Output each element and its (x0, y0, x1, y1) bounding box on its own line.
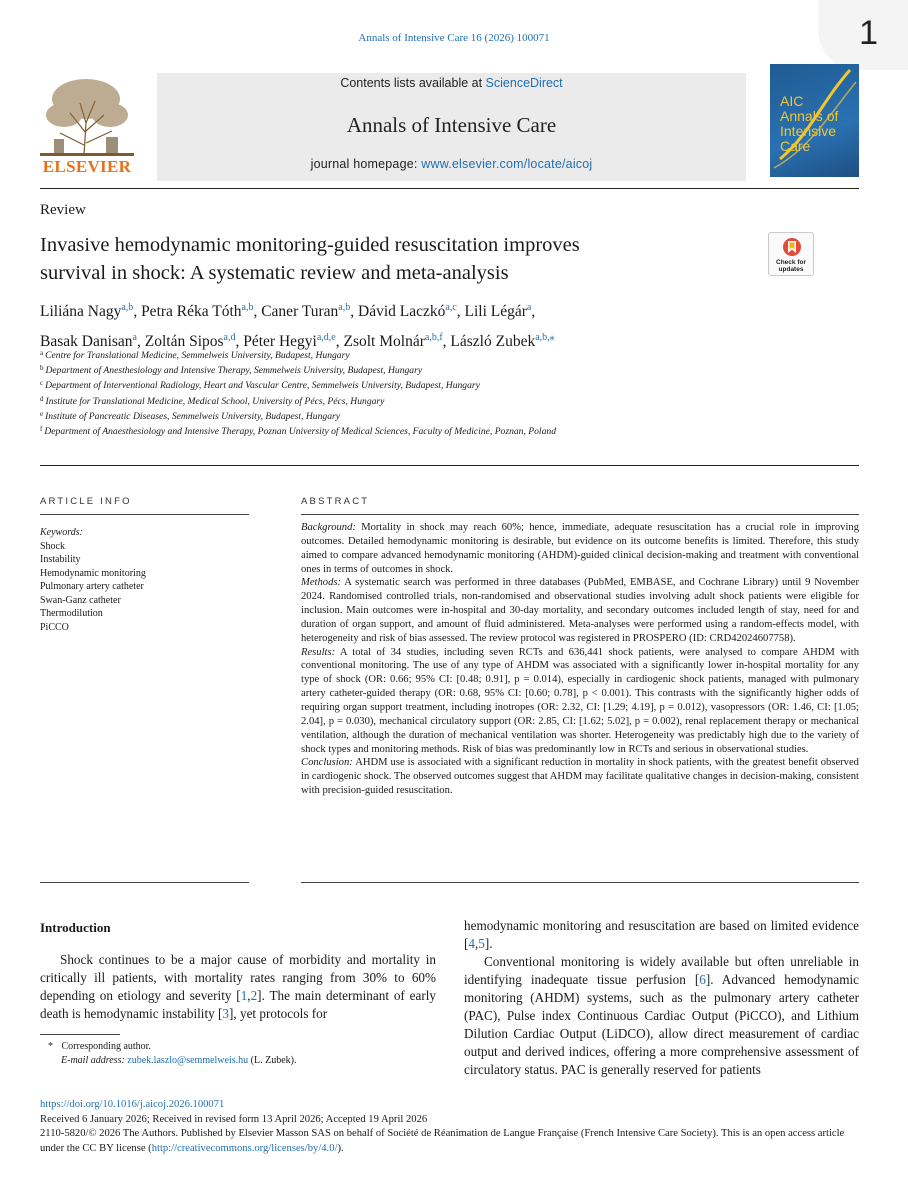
received-dates: Received 6 January 2026; Received in revised form 13 April 2026; Accepted 19 April 2026 (40, 1113, 428, 1125)
author-name: Liliána Nagy (40, 303, 122, 320)
journal-reference-link[interactable]: Annals of Intensive Care 16 (2026) 100071 (358, 32, 550, 44)
intro-right-column (464, 917, 859, 1079)
abstract-section-label: Conclusion: (301, 757, 353, 769)
affiliation-sup: b (40, 364, 44, 373)
affiliation (40, 362, 840, 377)
abstract-bottom-rule (301, 882, 859, 883)
email-label: E-mail address: (61, 1055, 125, 1066)
bookmark-icon (782, 237, 802, 258)
title-line: Invasive hemodynamic monitoring-guided resuscitation improves (40, 234, 580, 256)
affiliation-text: Institute for Translational Medicine, Medical School, University of Pécs, Pécs, Hungary (45, 395, 385, 407)
citation-link[interactable]: 6 (699, 972, 706, 987)
elsevier-wordmark: ELSEVIER (42, 157, 132, 176)
author-affiliation-sup[interactable]: a,b,f (424, 332, 443, 343)
doi-link[interactable]: https://doi.org/10.1016/j.aicoj.2026.100071 (40, 1099, 225, 1110)
keyword: PiCCO (40, 621, 69, 633)
check-for-updates-button[interactable] (768, 232, 814, 276)
abstract-heading: ABSTRACT (301, 496, 370, 507)
page-number: 1 (859, 14, 878, 52)
article-info-heading: ARTICLE INFO (40, 496, 132, 507)
affiliation-text: Department of Interventional Radiology, Heart and Vascular Centre, Semmelweis University, Budapest, Hungary (45, 380, 480, 392)
intro-paragraph: Conventional monitoring is widely available but often unreliable in identifying inadequate tissue perfusion [6]. Advanced hemodynamic monitoring (AHDM) systems, such as the pulmonary artery catheter (PAC), Pulse index Continuous Cardiac Output (PiCCO), and Lithium Dilution Cardiac Output (LiDCO), allow direct measurement of cardiac output and derived indices, offering a more comprehensive assessment of circulatory status. PAC is generally reserved for patients (464, 954, 859, 1077)
author-affiliation-sup[interactable]: a,b (338, 302, 351, 313)
author-name: Dávid Laczkó (358, 303, 446, 320)
abstract-section-label: Results: (301, 646, 336, 658)
cover-line: Care (780, 138, 811, 154)
author-name: Basak Danisan (40, 333, 133, 350)
intro-paragraph: hemodynamic monitoring and resuscitation are based on limited evidence [4,5]. (464, 918, 859, 951)
author-affiliation-sup[interactable]: a,d (223, 332, 236, 343)
author-affiliation-sup[interactable]: a,d,e (316, 332, 336, 343)
intro-left-column (40, 951, 436, 1023)
copyright-notice: 2110-5820/© 2026 The Authors. Published by Elsevier Masson SAS on behalf of Société de Réanimation de Langue Française (French Intensive Care Society). This is an open access article under the CC BY license (http://creativecommons.org/licenses/by/4.0/). (40, 1128, 845, 1154)
abstract-section-text: A total of 34 studies, including seven RCTs and 636,441 shock patients, were analysed to compare AHDM with conventional monitoring. The use of any type of AHDM was associated with a significantly lower in-hospital mortality for any type of shock (OR: 0.66; 95% CI: [0.48; 0.91], p = 0.014), especially in cardiogenic shock patients, managed with pulmonary artery catheter-guided therapy (OR: 0.68, 95% CI: [0.60; 0.78], p < 0.001). This contrasts with the significantly higher odds of requiring organ support treatment, including inotropes (OR: 2.32, CI: [1.29; 4.19], p = 0.012), vasopressors (OR: 1.46, CI: [1.05; 2.04], p = 0.030), mechanical circulatory support (OR: 2.85, CI: [1.62; 5.02], p = 0.002), renal replacement therapy or mechanical ventilation, although the duration of mechanical ventilation was shorter. Heterogeneity was predictably high due to the variety of shock types and monitoring methods. Risk of bias was predominantly low in RCTs and serious in observational studies. (301, 646, 859, 755)
journal-homepage-link[interactable]: www.elsevier.com/locate/aicoj (421, 157, 593, 171)
affiliation-sup: f (40, 425, 43, 434)
author-name: Petra Réka Tóth (141, 303, 242, 320)
cover-line: AIC (780, 93, 804, 109)
intro-paragraph: Shock continues to be a major cause of morbidity and mortality in critically ill patients, with mortality rates ranging from 30% to 60% depending on etiology and severity [1,2]. The main determinant of early death is hemodynamic instability [3], yet protocols for (40, 952, 436, 1021)
author-line: Basak Danisan$^a$, Zoltán Sipos$^{a,d}$, Péter Hegyi$^{a,d,e}$, Zsolt Molnár$^{a,b,f}$, László Zubek$^{a,b,⁎}$ (40, 332, 555, 350)
footnote (40, 1040, 296, 1068)
author-line: Liliána Nagy$^{a,b}$, Petra Réka Tóth$^{a,b}$, Caner Turan$^{a,b}$, Dávid Laczkó$^{a,c}$, Lili Légár$^a$, (40, 302, 536, 320)
corresponding-author-note: Corresponding author. (61, 1041, 151, 1052)
author-affiliation-sup[interactable]: a,b,⁎ (535, 332, 555, 343)
affiliation-sup: e (40, 409, 44, 418)
article-footer (40, 1098, 860, 1156)
author-name: Zoltán Sipos (144, 333, 224, 350)
footnote-rule (40, 1034, 120, 1035)
keywords-block (40, 526, 146, 634)
abstract-section (301, 521, 859, 576)
author-name: Péter Hegyi (243, 333, 317, 350)
affiliation-text: Institute of Pancreatic Diseases, Semmelweis University, Budapest, Hungary (45, 410, 340, 422)
introduction-heading: Introduction (40, 920, 111, 935)
citation-link[interactable]: 4 (468, 936, 475, 951)
keywords-title: Keywords: (40, 527, 83, 538)
author-affiliation-sup[interactable]: a (132, 332, 137, 343)
paper-title (40, 231, 740, 287)
author-name: Zsolt Molnár (343, 333, 425, 350)
keyword: Thermodilution (40, 608, 103, 619)
affiliation (40, 377, 840, 392)
affiliation-text: Department of Anesthesiology and Intensive Therapy, Semmelweis University, Budapest, Hungary (45, 365, 423, 377)
affiliation (40, 393, 840, 408)
affiliation-sup: d (40, 394, 44, 403)
journal-header-band (157, 73, 746, 181)
sciencedirect-link[interactable]: ScienceDirect (485, 76, 563, 90)
keyword: Hemodynamic monitoring (40, 567, 146, 579)
author-affiliation-sup[interactable]: a,b (121, 302, 134, 313)
email-suffix: (L. Zubek). (250, 1055, 297, 1066)
article-type: Review (40, 202, 86, 218)
journal-homepage-line: journal homepage: www.elsevier.com/locate/aicoj (310, 157, 593, 171)
keyword: Pulmonary artery catheter (40, 581, 144, 592)
article-info-bottom-rule (40, 882, 249, 883)
author-name: László Zubek (450, 333, 536, 350)
keywords-list (40, 540, 146, 635)
header-divider (40, 188, 859, 189)
affiliation (40, 408, 840, 423)
abstract-body (301, 521, 859, 798)
title-line: survival in shock: A systematic review and meta-analysis (40, 262, 509, 284)
affiliation-text: Department of Anaesthesiology and Intensive Therapy, Poznan University of Medical Sciences, Faculty of Medicine, Poznan, Poland (44, 426, 556, 438)
email-link[interactable]: zubek.laszlo@semmelweis.hu (127, 1055, 249, 1066)
affiliation-list (40, 347, 840, 438)
keyword: Instability (40, 554, 81, 565)
cover-line: Annals of (780, 108, 839, 124)
abstract-section-label: Methods: (301, 577, 342, 589)
footnote-marker: * (48, 1041, 53, 1052)
cover-line: Intensive (780, 123, 837, 139)
citation-link[interactable]: 1 (240, 988, 248, 1003)
author-list (40, 295, 840, 355)
affiliation (40, 423, 840, 438)
journal-title: Annals of Intensive Care (346, 113, 557, 137)
abstract-section (301, 646, 859, 757)
abstract-section-text: Mortality in shock may reach 60%; hence, immediate, adequate resuscitation has a crucial role in improving outcomes. Detailed hemodynamic monitoring is desirable, but evidence on its outcome benefits is limited. Therefore, this study aimed to compare advanced hemodynamic monitoring (AHDM)-guided clinical decision-making and treatment with conventional ones in terms of outcomes in shock. (301, 522, 859, 575)
keyword: Shock (40, 540, 65, 552)
cover-text (780, 94, 838, 154)
affiliation-sup: a (40, 349, 44, 357)
abstract-section-text: A systematic search was performed in three databases (PubMed, EMBASE, and Cochrane Library) until 9 November 2024. Randomised controlled trials, non-randomised and observational studies involving adult shock patients were eligible for inclusion. Main outcomes were in-hospital and 30-day mortality, and secondary outcomes included length of stay, need for and duration of organ support, and amount of fluid administered. Meta-analyses were performed using a random-effects model, with heterogeneity and risk of bias assessed. The review protocol was registered in PROSPERO (ID: CRD42024607758). (301, 577, 859, 644)
affiliation-divider (40, 465, 859, 466)
abstract-rule (301, 514, 859, 515)
citation-link[interactable]: 5 (478, 936, 485, 951)
contents-available-line: Contents lists available at ScienceDirect (340, 76, 563, 90)
author-affiliation-sup[interactable]: a,c (445, 302, 457, 313)
abstract-section-label: Background: (301, 522, 356, 533)
author-affiliation-sup[interactable]: a,b (241, 302, 254, 313)
affiliation (40, 347, 840, 362)
abstract-section (301, 576, 859, 645)
article-info-rule (40, 514, 249, 515)
citation-link[interactable]: 3 (222, 1006, 229, 1021)
journal-cover-image (770, 64, 859, 177)
author-affiliation-sup[interactable]: a (526, 302, 532, 313)
keyword: Swan-Ganz catheter (40, 594, 121, 606)
abstract-section (301, 756, 859, 798)
author-name: Lili Légár (464, 303, 527, 320)
license-link[interactable]: http://creativecommons.org/licenses/by/4.0/ (151, 1142, 338, 1154)
affiliation-sup: c (40, 379, 44, 388)
check-for-updates-label: Check for updates (776, 259, 806, 273)
citation-link[interactable]: 2 (250, 988, 258, 1003)
author-name: Caner Turan (261, 303, 339, 320)
affiliation-text: Centre for Translational Medicine, Semmelweis University, Budapest, Hungary (45, 350, 350, 361)
abstract-section-text: AHDM use is associated with a significant reduction in mortality in shock patients, with the greatest benefit observed in cardiogenic shock. The observed outcomes suggest that AHDM may facilitate qualitative changes in decision-making, consistent with precision-guided resuscitation. (301, 757, 859, 797)
